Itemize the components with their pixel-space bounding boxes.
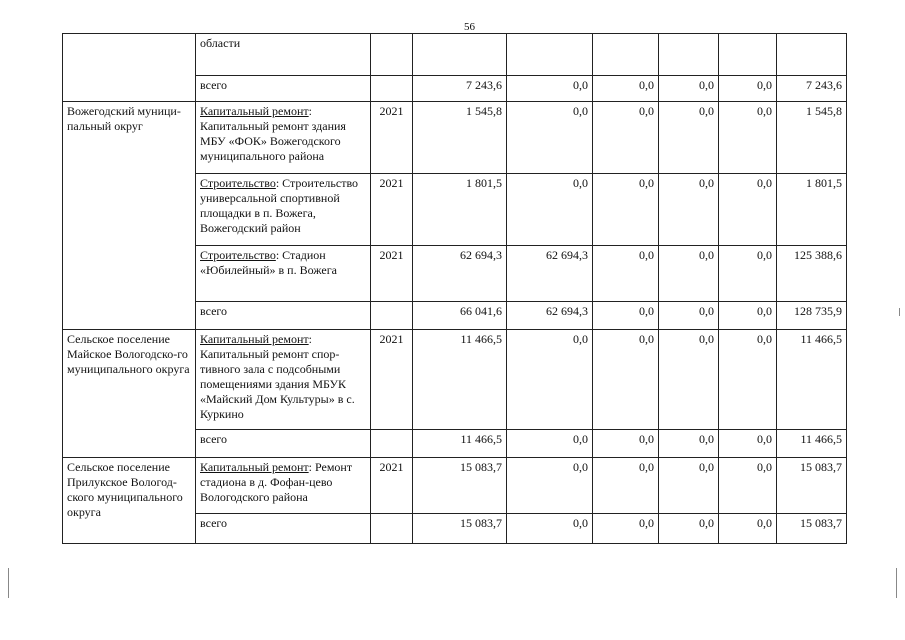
work-detail: всего (200, 432, 228, 446)
value-cell: 0,0 (659, 246, 719, 302)
value-cell: 0,0 (507, 76, 593, 102)
work-description-cell (196, 34, 371, 76)
total-cell: 15 083,7 (777, 514, 847, 544)
year-cell (371, 430, 413, 458)
total-cell: 1 801,5 (777, 174, 847, 246)
value-cell: 0,0 (507, 330, 593, 430)
table-row (63, 34, 847, 76)
value-cell: 0,0 (659, 458, 719, 514)
work-type: Строительство (200, 176, 276, 190)
page-number: 56 (464, 21, 475, 33)
total-cell: 11 466,5 (777, 330, 847, 430)
year-cell: 2021 (371, 330, 413, 430)
value-cell: 0,0 (719, 458, 777, 514)
value-cell: 0,0 (507, 430, 593, 458)
value-cell: 11 466,5 (413, 430, 507, 458)
total-cell: 7 243,6 (777, 76, 847, 102)
work-description-cell (196, 330, 371, 430)
year-cell (371, 34, 413, 76)
value-cell: 0,0 (719, 302, 777, 330)
work-detail: : Ремонт стадиона в д. Фофан-цево Вологодского района (200, 460, 353, 504)
total-cell: 1 545,8 (777, 102, 847, 174)
municipality-cell: Вожегодский муници-пальный округ (63, 102, 196, 330)
scan-mark-left (8, 568, 9, 598)
work-type: Капитальный ремонт (200, 332, 309, 346)
value-cell: 7 243,6 (413, 76, 507, 102)
year-cell: 2021 (371, 246, 413, 302)
year-cell: 2021 (371, 174, 413, 246)
scan-mark-right-top (899, 308, 900, 316)
work-description-cell (196, 302, 371, 330)
value-cell: 0,0 (593, 102, 659, 174)
year-cell (371, 76, 413, 102)
work-description-cell (196, 174, 371, 246)
total-cell (777, 34, 847, 76)
work-description-cell (196, 76, 371, 102)
value-cell: 0,0 (593, 514, 659, 544)
value-cell: 0,0 (593, 430, 659, 458)
value-cell: 0,0 (659, 302, 719, 330)
work-description-cell (196, 246, 371, 302)
work-detail: всего (200, 78, 228, 92)
value-cell (507, 34, 593, 76)
year-cell (371, 514, 413, 544)
value-cell: 0,0 (719, 76, 777, 102)
value-cell: 0,0 (593, 330, 659, 430)
value-cell: 0,0 (507, 514, 593, 544)
value-cell: 0,0 (659, 102, 719, 174)
value-cell: 0,0 (507, 458, 593, 514)
value-cell: 0,0 (719, 330, 777, 430)
total-cell: 128 735,9 (777, 302, 847, 330)
total-cell: 11 466,5 (777, 430, 847, 458)
value-cell: 62 694,3 (507, 246, 593, 302)
value-cell: 0,0 (659, 430, 719, 458)
municipality-cell: Сельское поселение Майское Вологодско-го муниципального округа (63, 330, 196, 458)
value-cell: 0,0 (593, 174, 659, 246)
work-detail: всего (200, 304, 228, 318)
value-cell: 0,0 (719, 514, 777, 544)
work-type: Строительство (200, 248, 276, 262)
work-description-cell (196, 458, 371, 514)
work-type: Капитальный ремонт (200, 460, 309, 474)
year-cell (371, 302, 413, 330)
value-cell: 0,0 (593, 302, 659, 330)
value-cell: 0,0 (593, 246, 659, 302)
work-description-cell (196, 102, 371, 174)
work-detail: : Капитальный ремонт здания МБУ «ФОК» Вожегодского муниципального района (200, 104, 346, 163)
value-cell (659, 34, 719, 76)
value-cell: 15 083,7 (413, 514, 507, 544)
value-cell: 0,0 (507, 174, 593, 246)
value-cell: 0,0 (719, 174, 777, 246)
table-row (63, 330, 847, 430)
work-description-cell (196, 514, 371, 544)
value-cell: 62 694,3 (507, 302, 593, 330)
value-cell: 62 694,3 (413, 246, 507, 302)
work-detail: : Строительство универсальной спортивной площадки в п. Вожега, Вожегодский район (200, 176, 359, 235)
value-cell: 11 466,5 (413, 330, 507, 430)
value-cell: 0,0 (593, 458, 659, 514)
value-cell: 0,0 (593, 76, 659, 102)
year-cell: 2021 (371, 458, 413, 514)
financing-table (62, 33, 847, 544)
value-cell: 1 801,5 (413, 174, 507, 246)
value-cell: 0,0 (659, 330, 719, 430)
value-cell (593, 34, 659, 76)
value-cell: 0,0 (719, 246, 777, 302)
value-cell: 1 545,8 (413, 102, 507, 174)
total-cell: 15 083,7 (777, 458, 847, 514)
municipality-cell (63, 34, 196, 102)
value-cell: 0,0 (659, 76, 719, 102)
value-cell: 0,0 (659, 514, 719, 544)
work-detail: : Капитальный ремонт спор-тивного зала с подсобными помещениями здания МБУК «Майский Дом Культуры» в с. Куркино (200, 332, 355, 421)
value-cell: 15 083,7 (413, 458, 507, 514)
work-detail: области (200, 36, 241, 50)
value-cell: 0,0 (507, 102, 593, 174)
value-cell: 0,0 (719, 102, 777, 174)
table-row (63, 458, 847, 514)
work-description-cell (196, 430, 371, 458)
table-row (63, 102, 847, 174)
value-cell (413, 34, 507, 76)
value-cell: 0,0 (659, 174, 719, 246)
municipality-cell: Сельское поселение Прилукское Вологод-ского муниципального округа (63, 458, 196, 544)
value-cell: 66 041,6 (413, 302, 507, 330)
work-detail: всего (200, 516, 228, 530)
year-cell: 2021 (371, 102, 413, 174)
total-cell: 125 388,6 (777, 246, 847, 302)
value-cell: 0,0 (719, 430, 777, 458)
scan-mark-right (896, 568, 897, 598)
work-type: Капитальный ремонт (200, 104, 309, 118)
work-detail: : Стадион «Юбилейный» в п. Вожега (200, 248, 338, 277)
value-cell (719, 34, 777, 76)
